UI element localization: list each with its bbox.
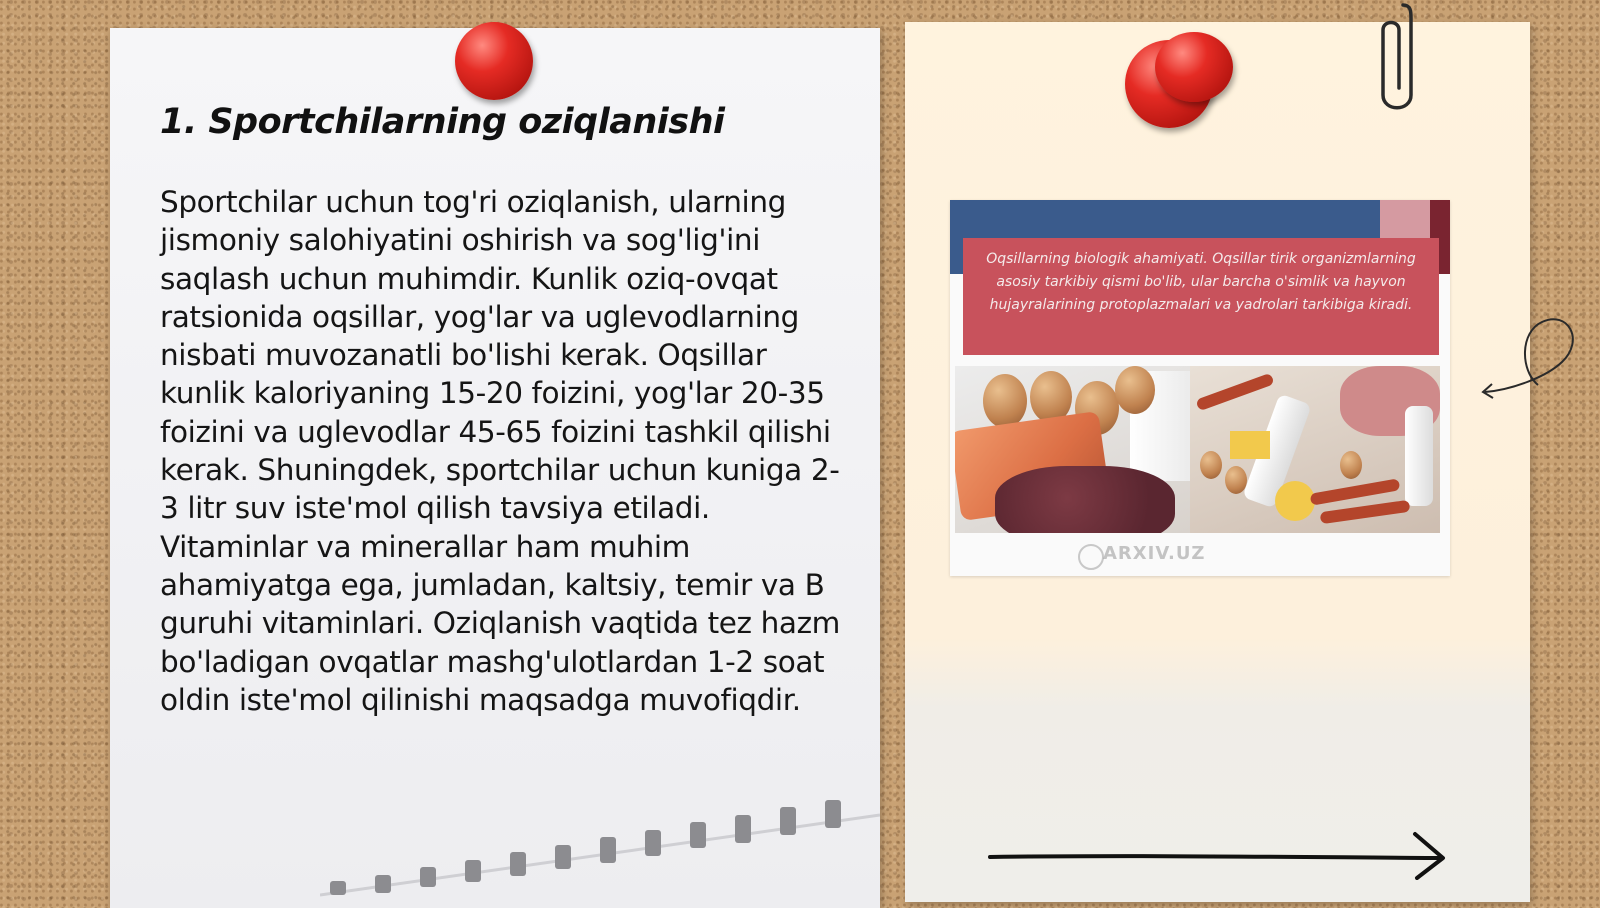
pushpin-icon [455,22,533,100]
protein-foods-photo [950,200,1450,576]
watermark-logo-icon [1078,544,1104,570]
spiral-binding [320,795,880,900]
paperclip-icon [1375,0,1415,130]
photo-caption: Oqsillarning biologik ahamiyati. Oqsillar tirik organizmlarning asosiy tarkibiy qismi bo'lib, ular barcha o'simlik va hayvon hujayralarining protoplazmalari va yadrolari tarkibiga kiradi. [963,238,1439,355]
dairy-meat-products-image [1190,366,1440,533]
note-title: 1. Sportchilarning oziqlanishi [160,102,725,142]
note-body-text: Sportchilar uchun tog'ri oziqlanish, ularning jismoniy salohiyatini oshirish va sog'lig'ini saqlash uchun muhimdir. Kunlik oziq-ovqat ratsionida oqsillar, yog'lar va uglevodlarning nisbati muvozanatli bo'lishi kerak. Oqsillar kunlik kaloriyaning 15-20 foizini, yog'lar 20-35 foizini va uglevodlar 45-65 foizini tashkil qilishi kerak. Shuningdek, sportchilar uchun kuniga 2-3 litr suv iste'mol qilish tavsiya etiladi. Vitaminlar va minerallar ham muhim ahamiyatga ega, jumladan, kaltsiy, temir va B guruhi vitaminlari. Oziqlanish vaqtida tez hazm bo'ladigan ovqatlar mashg'ulotlardan 1-2 soat oldin iste'mol qilinishi maqsadga muvofiqdir. [160,185,841,717]
photo-watermark: ARXIV.UZ [1103,543,1206,564]
doodle-arrow-icon [1480,310,1600,410]
eggs-fish-meat-image [955,366,1191,533]
arrow-right-icon [985,830,1455,880]
pushpin-icon [1155,32,1233,102]
